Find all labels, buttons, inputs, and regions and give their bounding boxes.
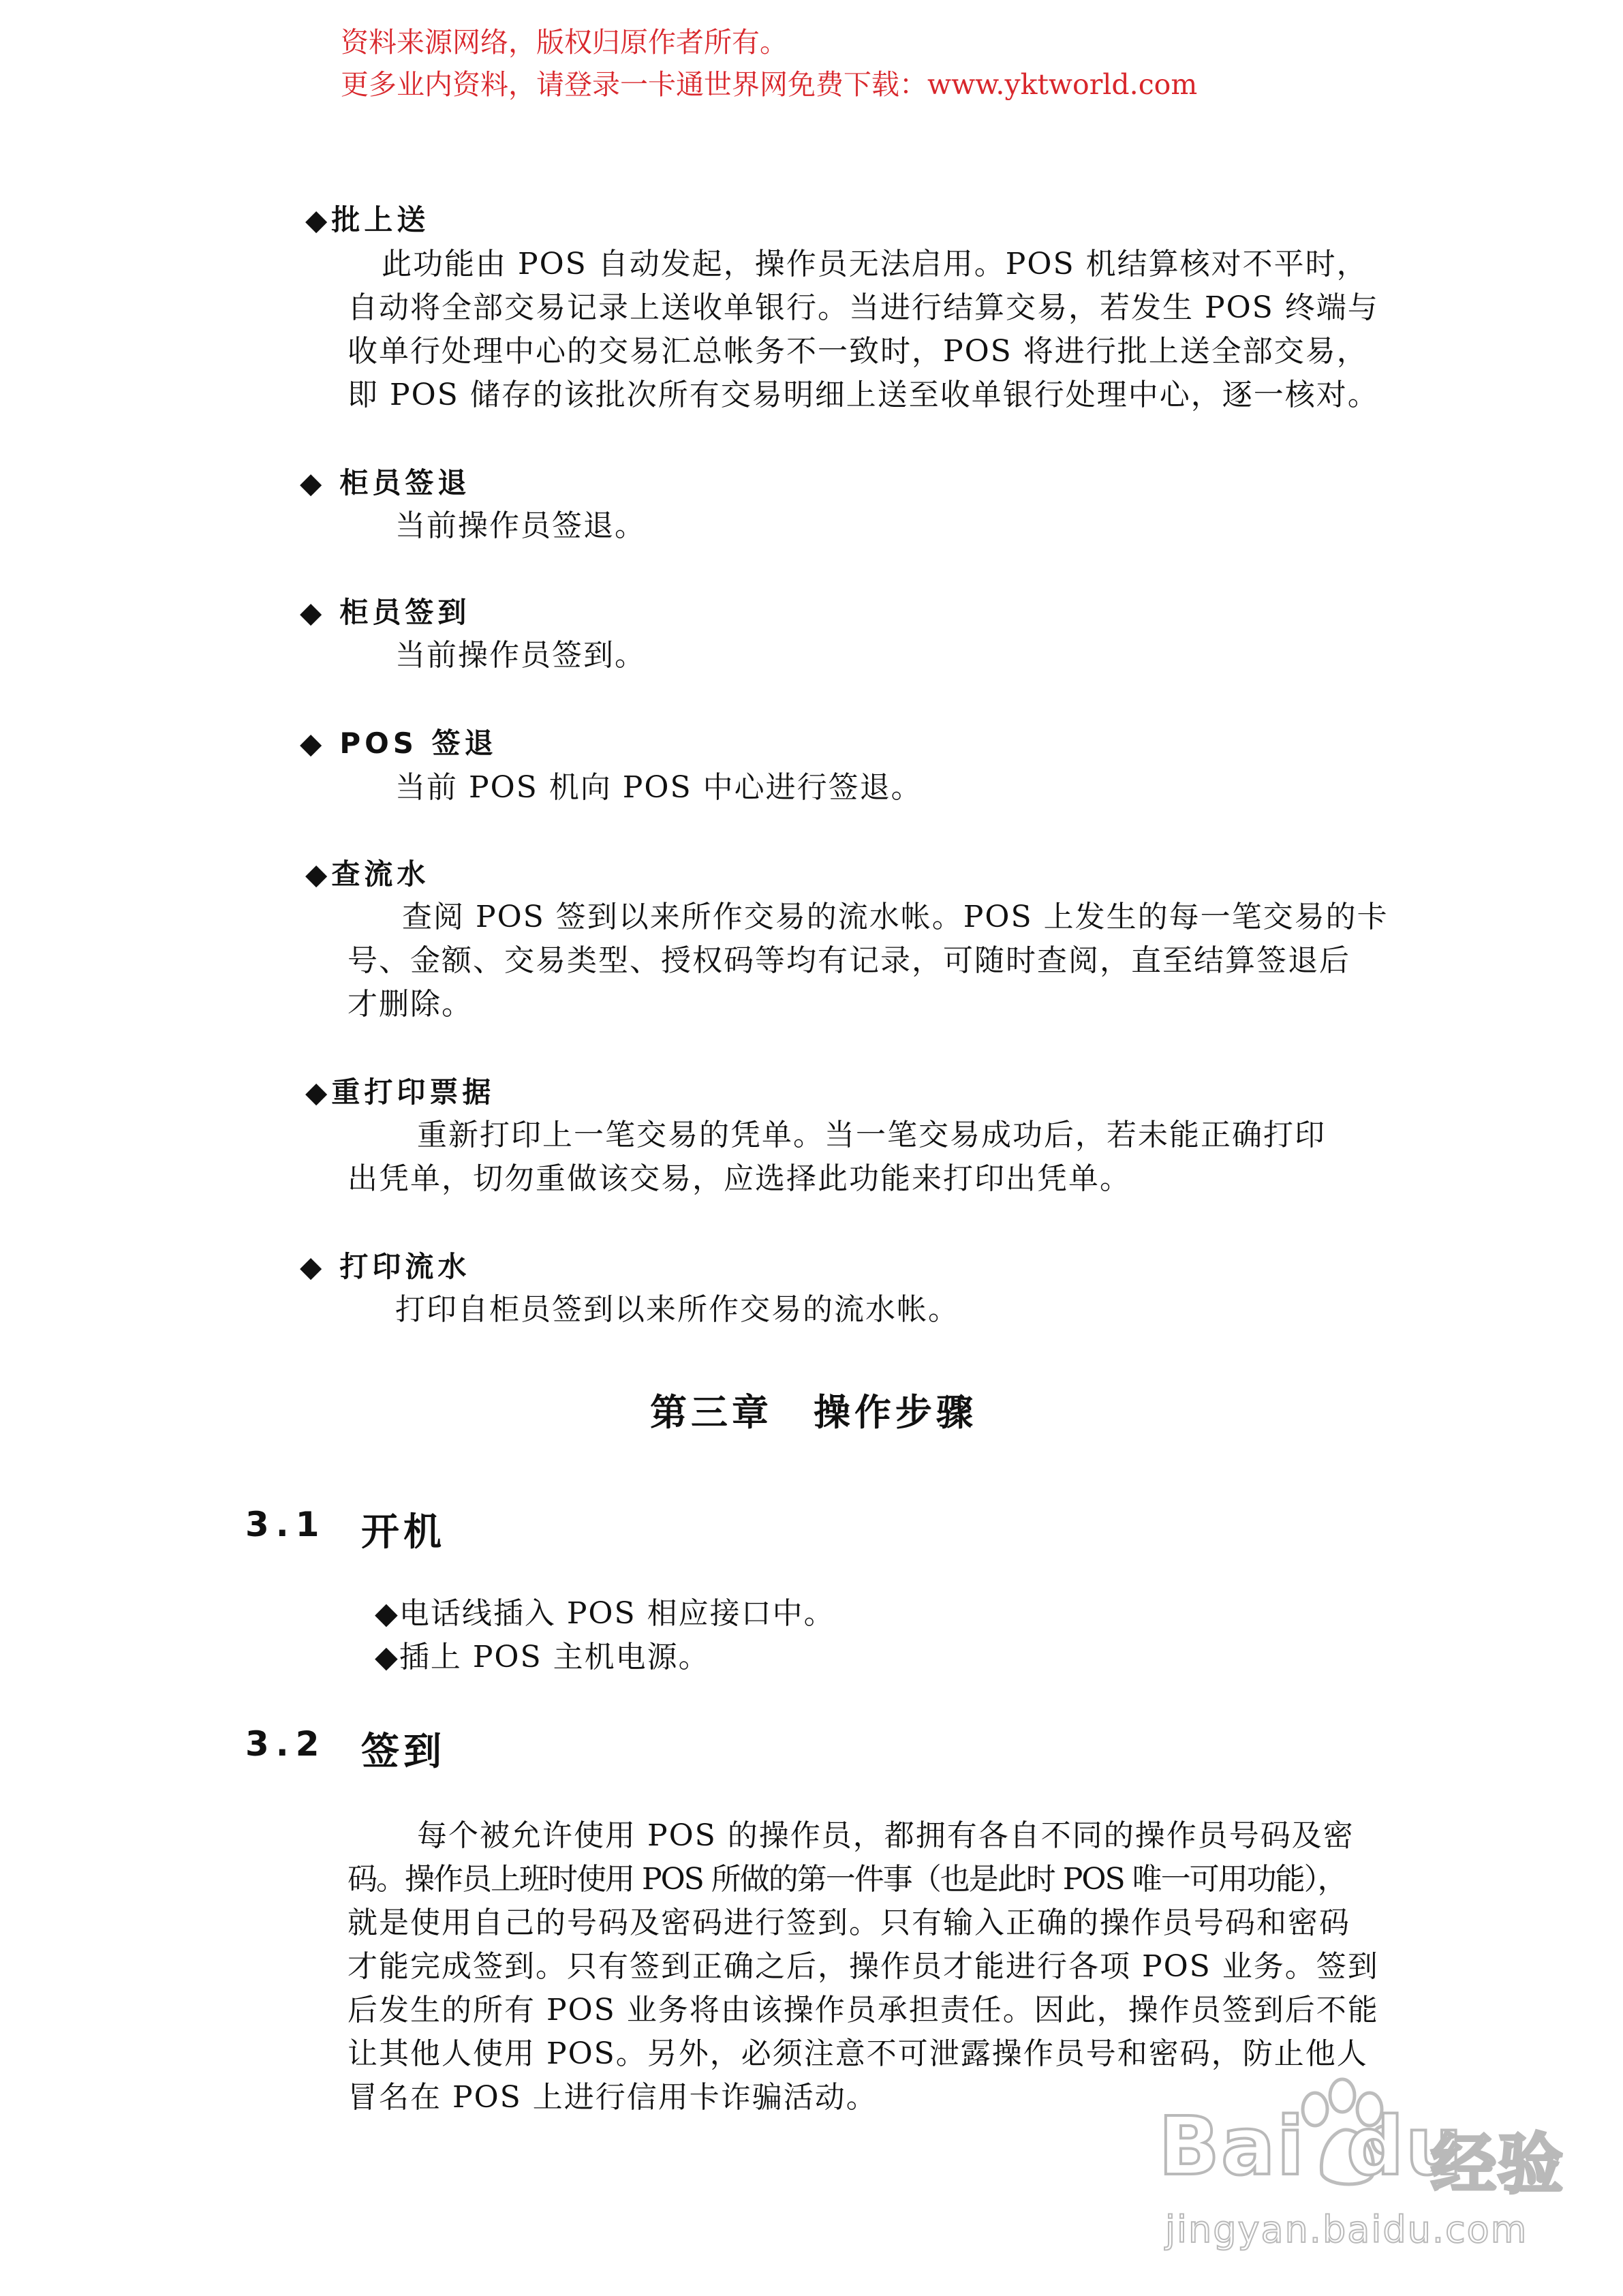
item-query-journal-line: 才删除。: [347, 987, 473, 1022]
item-print-journal-title: ◆ 打印流水: [300, 1250, 471, 1283]
baidu-watermark: [1158, 2072, 1594, 2276]
item-reprint-title: ◆重打印票据: [305, 1075, 495, 1109]
section-number: 3.2: [245, 1724, 326, 1764]
section-32-line: 码。操作员上班时使用 POS 所做的第一件事（也是此时 POS 唯一可用功能），: [347, 1862, 1346, 1897]
diamond-bullet-icon: ◆: [300, 726, 326, 760]
section-number: 3.1: [245, 1505, 326, 1544]
item-query-journal-line: 查阅 POS 签到以来所作交易的流水帐。POS 上发生的每一笔交易的卡: [402, 900, 1389, 934]
diamond-bullet-icon: ◆: [305, 1075, 332, 1109]
item-query-journal-title: ◆查流水: [305, 857, 430, 891]
section-32-line: 让其他人使用 POS。另外，必须注意不可泄露操作员号和密码，防止他人: [347, 2036, 1368, 2071]
watermark-url: jingyan.baidu.com: [1165, 2208, 1528, 2251]
watermark-brand-cn: 经验: [1431, 2126, 1564, 2203]
source-notice: 资料来源网络，版权归原作者所有。: [341, 26, 788, 59]
diamond-bullet-icon: ◆: [300, 596, 326, 629]
item-print-journal-line: 打印自柜员签到以来所作交易的流水帐。: [395, 1292, 959, 1327]
section-32-line: 冒名在 POS 上进行信用卡诈骗活动。: [347, 2080, 878, 2115]
item-batch-upload-line: 即 POS 储存的该批次所有交易明细上送至收单银行处理中心，逐一核对。: [347, 378, 1379, 412]
item-batch-upload-title: ◆批上送: [305, 203, 430, 236]
diamond-bullet-icon: ◆: [300, 466, 326, 500]
item-reprint-line: 出凭单，切勿重做该交易，应选择此功能来打印出凭单。: [347, 1161, 1131, 1196]
download-notice: 更多业内资料，请登录一卡通世界网免费下载：www.yktworld.com: [341, 68, 1198, 101]
item-pos-signout-title: ◆ POS 签退: [300, 726, 497, 760]
section-32-line: 后发生的所有 POS 业务将由该操作员承担责任。因此，操作员签到后不能: [347, 1993, 1379, 2027]
chapter-title: 第三章 操作步骤: [650, 1391, 977, 1434]
item-reprint-line: 重新打印上一笔交易的凭单。当一笔交易成功后，若未能正确打印: [417, 1118, 1326, 1152]
section-32-line: 才能完成签到。只有签到正确之后，操作员才能进行各项 POS 业务。签到: [347, 1949, 1379, 1984]
item-teller-signout-line: 当前操作员签退。: [395, 508, 646, 543]
item-batch-upload-line: 此功能由 POS 自动发起，操作员无法启用。POS 机结算核对不平时，: [382, 247, 1368, 281]
diamond-bullet-icon: ◆: [305, 203, 332, 236]
section-31-bullet: ◆电话线插入 POS 相应接口中。: [375, 1596, 835, 1631]
section-title: 签到: [361, 1730, 446, 1774]
section-32-line: 每个被允许使用 POS 的操作员，都拥有各自不同的操作员号码及密: [417, 1818, 1355, 1853]
diamond-bullet-icon: ◆: [300, 1250, 326, 1283]
section-31-bullet: ◆插上 POS 主机电源。: [375, 1640, 710, 1674]
section-32-line: 就是使用自己的号码及密码进行签到。只有输入正确的操作员号码和密码: [347, 1905, 1350, 1940]
item-teller-signin-title: ◆ 柜员签到: [300, 596, 471, 629]
item-batch-upload-line: 自动将全部交易记录上送收单银行。当进行结算交易，若发生 POS 终端与: [347, 290, 1379, 325]
diamond-bullet-icon: ◆: [305, 857, 332, 891]
item-pos-signout-line: 当前 POS 机向 POS 中心进行签退。: [395, 770, 923, 805]
item-batch-upload-line: 收单行处理中心的交易汇总帐务不一致时，POS 将进行批上送全部交易，: [347, 334, 1368, 369]
section-title: 开机: [361, 1510, 446, 1555]
item-teller-signin-line: 当前操作员签到。: [395, 638, 646, 673]
watermark-brand: Bai du: [1158, 2099, 1464, 2193]
item-teller-signout-title: ◆ 柜员签退: [300, 466, 471, 500]
item-query-journal-line: 号、金额、交易类型、授权码等均有记录，可随时查阅，直至结算签退后: [347, 943, 1350, 978]
